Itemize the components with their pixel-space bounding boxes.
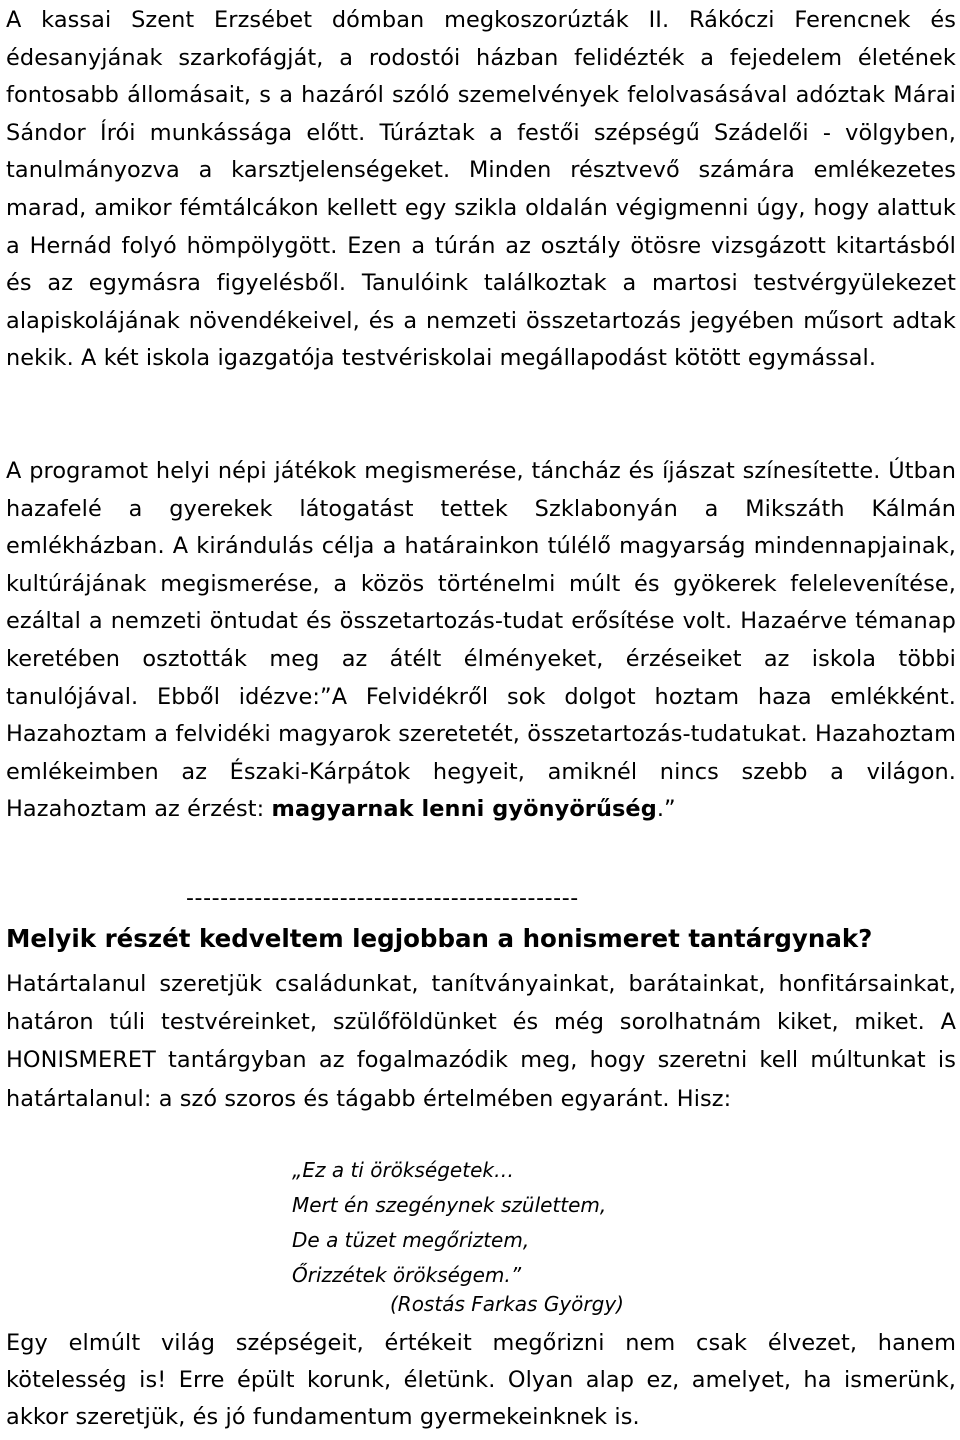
program-paragraph-end: .” [656, 796, 676, 823]
poem-line: De a tüzet megőriztem, [292, 1228, 530, 1252]
program-paragraph-text: A programot helyi népi játékok megismerése, táncház és íjászat színesítette. Útban hazafelé a gyerekek látogatást tettek Szklabonyán a Mikszáth Kálmán emlékházban. A kirándulás célja a határainkon túlélő magyarság mindennapjainak, kultúrájának megismerése, a közös történelmi múlt és gyökerek felelevenítése, ezáltal a nemzeti öntudat és összetartozás-tudat erősítése volt. Hazaérve témanap keretében osztották meg az átélt élményeket, érzéseiket az iskola többi tanulójával. Ebből idézve:”A Felvidékről sok dolgot hoztam haza emlékként. Hazahoztam a felvidéki magyarok szeretetét, összetartozás-tudatukat. Hazahoztam emlékeimben az Északi-Kárpátok hegyeit, amiknél nincs szebb a világon. Hazahoztam az érzést: [6, 458, 956, 823]
poem-line: Őrizzétek örökségem.” [292, 1263, 522, 1287]
closing-paragraph: Egy elmúlt világ szépségeit, értékeit megőrizni nem csak élvezet, hanem kötelesség is! Erre épült korunk, életünk. Olyan alap ez, amelyet, ha ismerünk, akkor szeretjük, és jó fundamentum gyermekeinknek is. [6, 1330, 956, 1430]
program-paragraph-emphasis: magyarnak lenni gyönyörűség [271, 796, 657, 823]
poem-quote [292, 1153, 606, 1293]
poem-line: Mert én szegénynek születtem, [292, 1193, 607, 1217]
section-separator: ---------------------------------------------- [186, 886, 579, 911]
intro-paragraph: A kassai Szent Erzsébet dómban megkoszorúzták II. Rákóczi Ferencnek és édesanyjának szarkofágját, a rodostói házban felidézték a fejedelem életének fontosabb állomásait, s a hazáról szóló szemelvények felolvasásával adóztak Márai Sándor Írói munkássága előtt. Túráztak a festői szépségű Szádelői - völgyben, tanulmányozva a karsztjelenségeket. Minden résztvevő számára emlékezetes marad, amikor fémtálcákon kellett egy szikla oldalán végigmenni úgy, hogy alattuk a Hernád folyó hömpölygött. Ezen a túrán az osztály ötösre vizsgázott kitartásból és az egymásra figyelésből. Tanulóink találkoztak a martosi testvérgyülekezet alapiskolájának növendékeivel, és a nemzeti összetartozás jegyében műsort adtak nekik. A két iskola igazgatója testvériskolai megállapodást kötött egymással. [6, 7, 956, 372]
section-heading: Melyik részét kedveltem legjobban a honismeret tantárgynak? [6, 924, 873, 953]
poem-line: „Ez a ti örökségetek… [292, 1158, 514, 1182]
program-paragraph [6, 453, 956, 829]
honismeret-paragraph: Határtalanul szeretjük családunkat, tanítványainkat, barátainkat, honfitársainkat, határon túli testvéreinket, szülőföldünket és még sorolhatnám kiket, miket. A HONISMERET tantárgyban az fogalmazódik meg, hogy szeretni kell múltunkat is határtalanul: a szó szoros és tágabb értelmében egyaránt. Hisz: [6, 971, 956, 1112]
poem-author: (Rostás Farkas György) [390, 1292, 624, 1316]
